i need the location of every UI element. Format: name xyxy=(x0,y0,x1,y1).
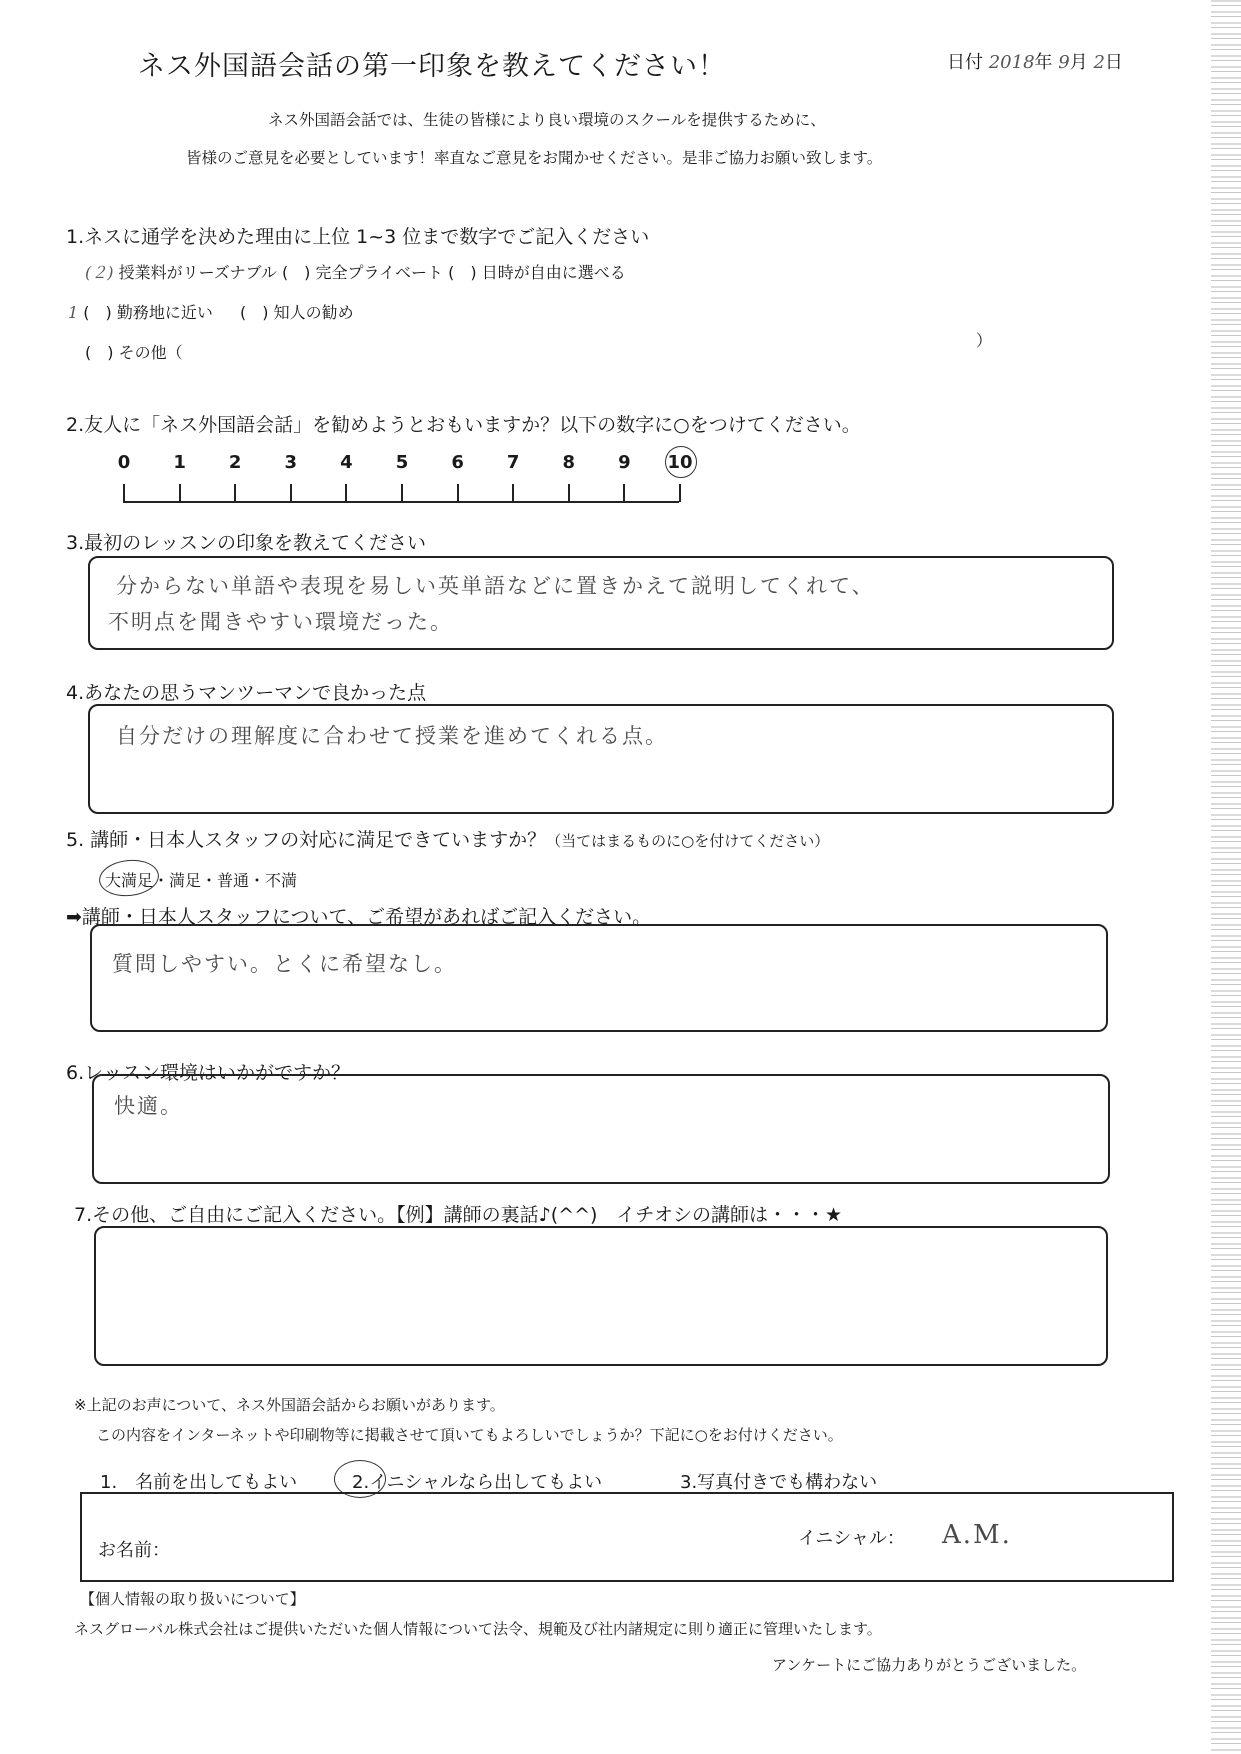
q1-opt5-label: 知人の勧め xyxy=(273,303,354,322)
q2-scale-number-6: 6 xyxy=(451,452,464,473)
q2-scale-number-2: 2 xyxy=(228,452,242,473)
permission-opt3: 3.写真付きでも構わない xyxy=(680,1472,878,1493)
q2-selected-circle xyxy=(665,446,697,478)
privacy-title: 【個人情報の取り扱いについて】 xyxy=(80,1590,305,1608)
date-day-unit: 日 xyxy=(1104,52,1123,73)
thanks-message: アンケートにご協力ありがとうございました。 xyxy=(772,1656,1087,1674)
q2-scale-tick-10 xyxy=(679,484,681,502)
q3-answer-line-1: 分からない単語や表現を易しい英単語などに置きかえて説明してくれて、 xyxy=(116,574,875,598)
q2-scale-number-1: 1 xyxy=(173,452,186,473)
q1-opt3-mark: ( ) xyxy=(448,263,477,282)
initial-label: イニシャル： xyxy=(798,1528,905,1549)
intro-line-1: ネス外国語会話では、生徒の皆様により良い環境のスクールを提供するために、 xyxy=(268,111,826,129)
q2-scale-tick-1 xyxy=(179,484,181,502)
q1-opt6-close: ） xyxy=(976,331,993,350)
q1-question: 1.ネスに通学を決めた理由に上位 1~3 位まで数字でご記入ください xyxy=(66,226,650,248)
q1-opt3-label: 日時が自由に選べる xyxy=(481,263,626,282)
intro-line-2: 皆様のご意見を必要としています！率直なご意見をお聞かせください。是非ご協力お願い致します。 xyxy=(186,149,883,167)
q6-question: 6.レッスン環境はいかがですか？ xyxy=(66,1062,350,1084)
q6-answer-box xyxy=(92,1074,1110,1184)
q2-scale-number-7: 7 xyxy=(506,452,520,473)
q2-scale-tick-9 xyxy=(623,484,625,502)
q1-opt2-mark: ( ) xyxy=(281,263,311,282)
q1-opt6-mark: ( ) xyxy=(85,343,114,362)
q2-scale-tick-5 xyxy=(401,484,403,502)
q5-selected-circle xyxy=(97,857,160,899)
q2-question: 2.友人に「ネス外国語会話」を勧めようとおもいますか？以下の数字に○をつけてください。 xyxy=(66,414,861,436)
q1-opt6-label: その他（ xyxy=(118,343,183,362)
q2-scale-tick-0 xyxy=(123,484,125,502)
q2-scale-number-4: 4 xyxy=(340,452,353,473)
q2-scale-number-8: 8 xyxy=(562,452,576,473)
name-box xyxy=(80,1492,1174,1582)
q4-answer-box xyxy=(88,704,1114,814)
q5-question-text: 5. 講師・日本人スタッフの対応に満足できていますか？ xyxy=(66,829,547,851)
q5-followup: ➡講師・日本人スタッフについて、ご希望があればご記入ください。 xyxy=(66,906,652,928)
q5-answer-box xyxy=(90,924,1108,1032)
q2-scale-number-9: 9 xyxy=(618,452,631,473)
q6-answer: 快適。 xyxy=(114,1094,183,1118)
name-label: お名前： xyxy=(98,1540,170,1561)
q2-scale-number-5: 5 xyxy=(395,452,409,473)
q5-question xyxy=(66,825,829,852)
q1-opt1-mark: (２) xyxy=(85,263,114,282)
q2-scale-tick-7 xyxy=(512,484,514,502)
date-year-unit: 年 xyxy=(1034,52,1053,73)
q7-question: 7.その他、ご自由にご記入ください。【例】講師の裏話♪(^^) イチオシの講師は・・・★ xyxy=(74,1204,843,1226)
q2-scale-number-0: 0 xyxy=(117,452,131,473)
q2-scale-number-10: 10 xyxy=(667,452,693,473)
q1-opt5-mark: ( ) xyxy=(239,303,269,322)
initial-value: A.M. xyxy=(942,1520,1012,1550)
q5-options: 大満足・満足・普通・不満 xyxy=(105,871,298,890)
scan-edge-noise xyxy=(1211,0,1241,1754)
q3-answer-line-2: 不明点を聞きやすい環境だった。 xyxy=(108,610,453,634)
date-year: 2018 xyxy=(988,52,1035,73)
q2-scale-tick-6 xyxy=(457,484,459,502)
q5-question-note: （当てはまるものに○を付けてください） xyxy=(546,832,830,850)
q2-scale-tick-4 xyxy=(345,484,347,502)
date-field xyxy=(947,48,1123,74)
q4-question: 4.あなたの思うマンツーマンで良かった点 xyxy=(66,682,427,704)
q2-scale-tick-8 xyxy=(568,484,570,502)
date-label: 日付 xyxy=(947,52,983,73)
permission-opt1: 1. 名前を出してもよい xyxy=(100,1472,298,1493)
q7-answer-box xyxy=(94,1226,1108,1366)
date-day: 2 xyxy=(1093,52,1105,73)
q1-opt2-label: 完全プライベート xyxy=(315,263,444,282)
q2-scale-baseline xyxy=(123,501,679,503)
q1-row-1 xyxy=(85,260,626,283)
privacy-text: ネスグローバル株式会社はご提供いただいた個人情報について法令、規範及び社内諸規定に則り適正に管理いたします。 xyxy=(74,1620,882,1638)
q1-row-3 xyxy=(85,340,183,363)
q1-opt4-mark: ( ) xyxy=(83,303,112,322)
permission-note: ※上記のお声について、ネス外国語会話からお願いがあります。 xyxy=(74,1396,505,1414)
permission-opt2: 2.イニシャルなら出してもよい xyxy=(352,1472,603,1493)
q1-opt4-prefix: 1 xyxy=(68,303,79,322)
q3-question: 3.最初のレッスンの印象を教えてください xyxy=(66,532,426,554)
permission-request: この内容をインターネットや印刷物等に掲載させて頂いてもよろしいでしょうか？下記に○をお付けください。 xyxy=(96,1426,843,1444)
page-title: ネス外国語会話の第一印象を教えてください！ xyxy=(138,51,726,82)
date-month-unit: 月 xyxy=(1069,52,1088,73)
q4-answer: 自分だけの理解度に合わせて授業を進めてくれる点。 xyxy=(116,724,668,748)
date-month: 9 xyxy=(1058,52,1070,73)
q2-scale-number-3: 3 xyxy=(284,452,298,473)
q1-opt1-label: 授業料がリーズナブル xyxy=(118,263,277,282)
q1-opt4-label: 勤務地に近い xyxy=(116,303,213,322)
q1-row-2 xyxy=(68,300,354,323)
q2-scale-tick-3 xyxy=(290,484,292,502)
q2-scale-tick-2 xyxy=(234,484,236,502)
q3-answer-box xyxy=(88,556,1114,650)
q5-answer: 質問しやすい。とくに希望なし。 xyxy=(112,952,457,976)
